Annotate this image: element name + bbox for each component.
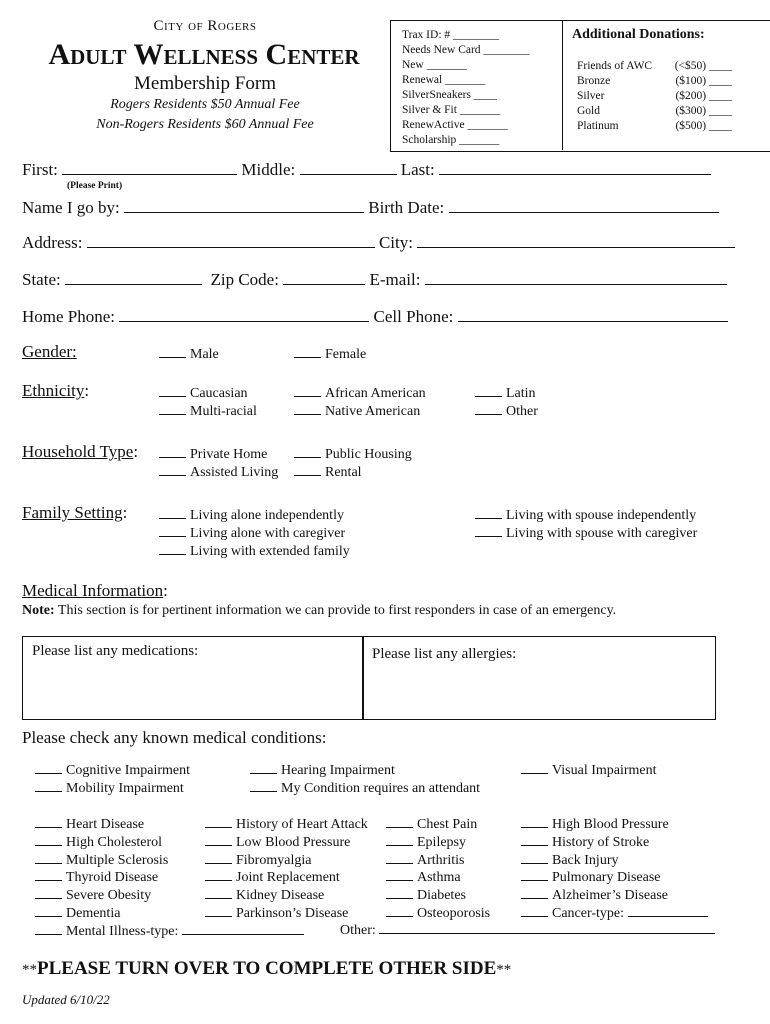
condition-cognitive[interactable]: Cognitive Impairment: [35, 761, 190, 779]
ethnicity-option-latin[interactable]: Latin: [475, 384, 536, 402]
updated-date: Updated 6/10/22: [22, 992, 110, 1007]
center-heading: Adult Wellness Center: [48, 38, 360, 71]
condition-checkbox[interactable]: Kidney Disease: [205, 886, 324, 904]
birth-date-label: Birth Date:: [368, 198, 445, 217]
address-field[interactable]: [87, 233, 375, 248]
donations-divider: [562, 20, 563, 150]
donation-tier-amount: ($200) ____: [675, 90, 732, 102]
donation-tier[interactable]: [577, 104, 732, 119]
ethnicity-option-caucasian[interactable]: Caucasian: [159, 384, 248, 402]
condition-checkbox[interactable]: Osteoporosis: [386, 904, 490, 922]
donation-tier[interactable]: [577, 74, 732, 89]
first-name-row: [22, 160, 711, 180]
condition-checkbox[interactable]: Fibromyalgia: [205, 851, 311, 869]
zip-field[interactable]: [283, 270, 365, 285]
family-option-alone-caregiver[interactable]: Living alone with caregiver: [159, 524, 345, 542]
medications-label: Please list any medications:: [32, 643, 199, 659]
condition-checkbox[interactable]: Back Injury: [521, 851, 618, 869]
condition-checkbox[interactable]: High Blood Pressure: [521, 815, 669, 833]
condition-attendant[interactable]: My Condition requires an attendant: [250, 779, 480, 797]
donation-tier[interactable]: [577, 89, 732, 104]
condition-checkbox[interactable]: Asthma: [386, 868, 461, 886]
city-label: City:: [378, 233, 413, 252]
condition-checkbox[interactable]: Alzheimer’s Disease: [521, 886, 668, 904]
other-label: Other:: [340, 923, 376, 938]
name-go-by-label: Name I go by:: [22, 198, 120, 217]
address-label: Address:: [22, 233, 83, 252]
family-label: Family Setting:: [22, 503, 128, 522]
condition-hearing[interactable]: Hearing Impairment: [250, 761, 395, 779]
condition-checkbox[interactable]: Diabetes: [386, 886, 466, 904]
office-line[interactable]: Renewal _______: [402, 74, 486, 86]
donation-tier-amount: ($100) ____: [675, 75, 732, 87]
office-line[interactable]: New _______: [402, 59, 467, 71]
birth-date-field[interactable]: [449, 198, 719, 213]
cancer-type-field[interactable]: [628, 905, 708, 917]
ethnicity-option-african-american[interactable]: African American: [294, 384, 426, 402]
condition-checkbox[interactable]: Low Blood Pressure: [205, 833, 350, 851]
email-label: E-mail:: [369, 270, 421, 289]
office-line[interactable]: SilverSneakers ____: [402, 89, 497, 101]
gender-option-female[interactable]: Female: [294, 345, 366, 363]
donation-tier-name: Bronze: [577, 75, 611, 87]
email-field[interactable]: [425, 270, 727, 285]
family-option-spouse-independently[interactable]: Living with spouse independently: [475, 506, 696, 524]
household-option-private-home[interactable]: Private Home: [159, 445, 267, 463]
condition-checkbox[interactable]: Heart Disease: [35, 815, 144, 833]
condition-checkbox[interactable]: Joint Replacement: [205, 868, 340, 886]
donation-tier[interactable]: [577, 119, 732, 134]
office-line[interactable]: Needs New Card ________: [402, 44, 530, 56]
family-option-spouse-caregiver[interactable]: Living with spouse with caregiver: [475, 524, 697, 542]
name-row: [22, 198, 719, 218]
condition-checkbox[interactable]: History of Heart Attack: [205, 815, 368, 833]
cell-phone-field[interactable]: [458, 307, 728, 322]
cell-phone-label: Cell Phone:: [373, 307, 454, 326]
gender-option-male[interactable]: Male: [159, 345, 219, 363]
other-condition-row: [340, 922, 715, 939]
donation-tier-amount: ($300) ____: [675, 105, 732, 117]
first-name-field[interactable]: [62, 160, 237, 175]
state-label: State:: [22, 270, 61, 289]
mental-illness-type-field[interactable]: [182, 923, 304, 935]
conditions-prompt: Please check any known medical conditions:: [22, 728, 327, 747]
household-option-rental[interactable]: Rental: [294, 463, 362, 481]
donations-title: Additional Donations:: [572, 27, 705, 42]
office-lines: [402, 28, 529, 148]
turn-over-notice: **PLEASE TURN OVER TO COMPLETE OTHER SIDE**: [22, 958, 512, 979]
name-go-by-field[interactable]: [124, 198, 364, 213]
ethnicity-option-multiracial[interactable]: Multi-racial: [159, 402, 257, 420]
first-label: First:: [22, 160, 58, 179]
condition-checkbox[interactable]: Chest Pain: [386, 815, 477, 833]
fee-residents: Rogers Residents $50 Annual Fee: [110, 97, 300, 112]
household-option-public-housing[interactable]: Public Housing: [294, 445, 412, 463]
donation-tier-name: Gold: [577, 105, 600, 117]
middle-name-field[interactable]: [300, 160, 397, 175]
zip-label: Zip Code:: [210, 270, 279, 289]
condition-checkbox[interactable]: Multiple Sclerosis: [35, 851, 168, 869]
form-title: Membership Form: [134, 73, 276, 94]
condition-mobility[interactable]: Mobility Impairment: [35, 779, 184, 797]
condition-checkbox[interactable]: Cancer-type:: [521, 904, 708, 922]
donation-tier-name: Friends of AWC: [577, 60, 653, 72]
condition-checkbox[interactable]: Epilepsy: [386, 833, 466, 851]
family-option-extended-family[interactable]: Living with extended family: [159, 542, 350, 560]
home-phone-field[interactable]: [119, 307, 369, 322]
address-row: [22, 233, 735, 253]
last-name-field[interactable]: [439, 160, 711, 175]
donation-tiers: [577, 59, 732, 134]
donation-tier-name: Silver: [577, 90, 605, 102]
allergies-label: Please list any allergies:: [372, 646, 517, 662]
condition-checkbox[interactable]: Thyroid Disease: [35, 868, 158, 886]
phone-row: [22, 307, 728, 327]
city-heading: City of Rogers: [153, 18, 257, 34]
family-option-alone-independently[interactable]: Living alone independently: [159, 506, 344, 524]
ethnicity-option-other[interactable]: Other: [475, 402, 538, 420]
condition-checkbox[interactable]: Dementia: [35, 904, 120, 922]
state-field[interactable]: [65, 270, 202, 285]
other-condition-field[interactable]: [379, 922, 715, 934]
office-line[interactable]: Silver & Fit _______: [402, 104, 501, 116]
donation-tier-name: Platinum: [577, 120, 619, 132]
fee-nonresidents: Non-Rogers Residents $60 Annual Fee: [96, 117, 314, 132]
ethnicity-label: Ethnicity:: [22, 381, 90, 400]
middle-label: Middle:: [241, 160, 296, 179]
last-label: Last:: [400, 160, 435, 179]
office-line[interactable]: Trax ID: # ________: [402, 29, 500, 41]
condition-checkbox[interactable]: Arthritis: [386, 851, 464, 869]
donation-tier-amount: ($500) ____: [675, 120, 732, 132]
condition-checkbox[interactable]: High Cholesterol: [35, 833, 162, 851]
condition-visual[interactable]: Visual Impairment: [521, 761, 657, 779]
gender-label: Gender:: [22, 342, 77, 361]
medical-note: Note: This section is for pertinent information we can provide to first responders in case of an emergency.: [22, 603, 617, 618]
donation-tier-amount: (<$50) ____: [674, 60, 732, 72]
household-label: Household Type:: [22, 442, 139, 461]
office-line[interactable]: RenewActive _______: [402, 119, 508, 131]
medical-title: Medical Information:: [22, 581, 168, 600]
city-field[interactable]: [417, 233, 735, 248]
household-option-assisted-living[interactable]: Assisted Living: [159, 463, 278, 481]
condition-checkbox[interactable]: Parkinson’s Disease: [205, 904, 348, 922]
donation-tier[interactable]: [577, 59, 732, 74]
ethnicity-option-native-american[interactable]: Native American: [294, 402, 420, 420]
home-phone-label: Home Phone:: [22, 307, 116, 326]
condition-checkbox[interactable]: History of Stroke: [521, 833, 649, 851]
please-print-note: (Please Print): [67, 181, 123, 191]
condition-checkbox[interactable]: Pulmonary Disease: [521, 868, 660, 886]
condition-mental-illness[interactable]: Mental Illness-type:: [35, 922, 304, 940]
condition-checkbox[interactable]: Severe Obesity: [35, 886, 151, 904]
office-line[interactable]: Scholarship _______: [402, 134, 500, 146]
state-row: [22, 270, 727, 290]
